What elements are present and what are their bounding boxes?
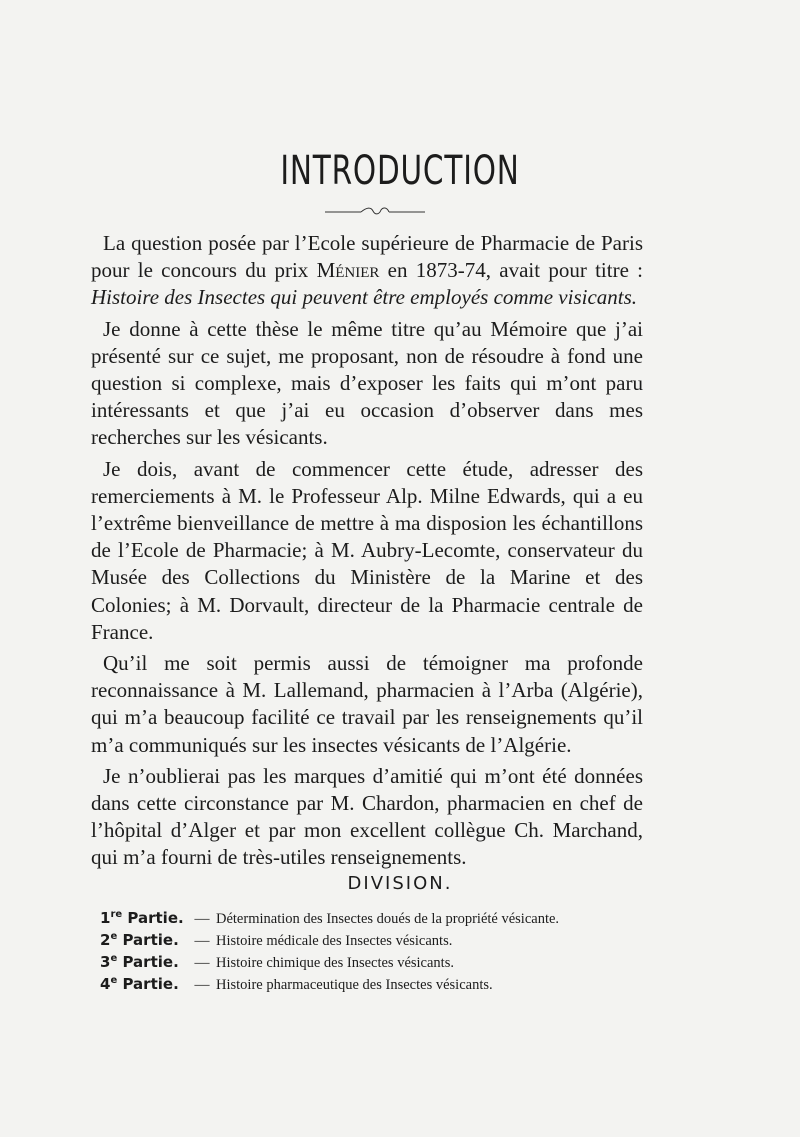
paragraph-1-text-a: La question posée par l’Ecole supérieure de Pharmacie de Paris pour le concours du prix bbox=[91, 231, 643, 283]
list-item bbox=[100, 948, 660, 970]
list-item bbox=[100, 970, 660, 992]
part-label: 2e Partie. bbox=[100, 931, 179, 949]
part-description: Détermination des Insectes doués de la propriété vésicante. bbox=[216, 911, 560, 927]
list-item bbox=[100, 926, 660, 948]
dash: — bbox=[194, 955, 210, 971]
paragraph-1-text-c: en 1873-74, avait pour titre : bbox=[379, 258, 643, 283]
part-description: Histoire chimique des Insectes vésicants. bbox=[216, 955, 454, 971]
thesis-subject: Histoire des Insectes qui peuvent être employés comme visicants. bbox=[91, 285, 638, 310]
part-description: Histoire pharmaceutique des Insectes vésicants. bbox=[216, 977, 493, 993]
dash: — bbox=[194, 933, 210, 949]
paragraph-5: Je n’oublierai pas les marques d’amitié qui m’ont été données dans cette circonstance par M. Chardon, pharmacien en chef de l’hôpital d’Alger et par mon excellent collègue Ch. Marchand, qui m’a fourni de très-utiles renseignements. bbox=[91, 763, 643, 870]
ornament-divider bbox=[325, 204, 425, 218]
paragraph-1 bbox=[91, 230, 643, 312]
paragraph-3: Je dois, avant de commencer cette étude, adresser des remerciements à M. le Professeur Alp. Milne Edwards, qui a eu l’extrême bienveillance de mettre à ma disposion les échantillons de l’Ecole de Pharmacie; à M. Aubry-Lecomte, conservateur du Musée des Collections du Ministère de la Marine et des Colonies; à M. Dorvault, directeur de la Pharmacie centrale de France. bbox=[91, 456, 643, 644]
body-text bbox=[91, 230, 643, 876]
dash: — bbox=[194, 911, 210, 927]
division-list bbox=[100, 904, 660, 992]
dash: — bbox=[194, 977, 210, 993]
paragraph-2: Je donne à cette thèse le même titre qu’au Mémoire que j’ai présenté sur ce sujet, me proposant, non de résoudre à fond une question si complexe, mais d’exposer les faits qui m’ont paru intéressants et que j’ai eu occasion d’observer dans mes recherches sur les vésicants. bbox=[91, 316, 643, 450]
prize-name: Ménier bbox=[316, 258, 380, 283]
part-label: 4e Partie. bbox=[100, 975, 179, 993]
page-title: INTRODUCTION bbox=[280, 148, 520, 194]
division-heading: DIVISION. bbox=[347, 873, 453, 894]
part-label: 1re Partie. bbox=[100, 909, 184, 927]
part-description: Histoire médicale des Insectes vésicants. bbox=[216, 933, 453, 949]
part-label: 3e Partie. bbox=[100, 953, 179, 971]
list-item bbox=[100, 904, 660, 926]
paragraph-4: Qu’il me soit permis aussi de témoigner ma profonde reconnaissance à M. Lallemand, pharmacien à l’Arba (Algérie), qui m’a beaucoup facilité ce travail par les renseignements qu’il m’a communiqués sur les insectes vésicants de l’Algérie. bbox=[91, 651, 643, 757]
